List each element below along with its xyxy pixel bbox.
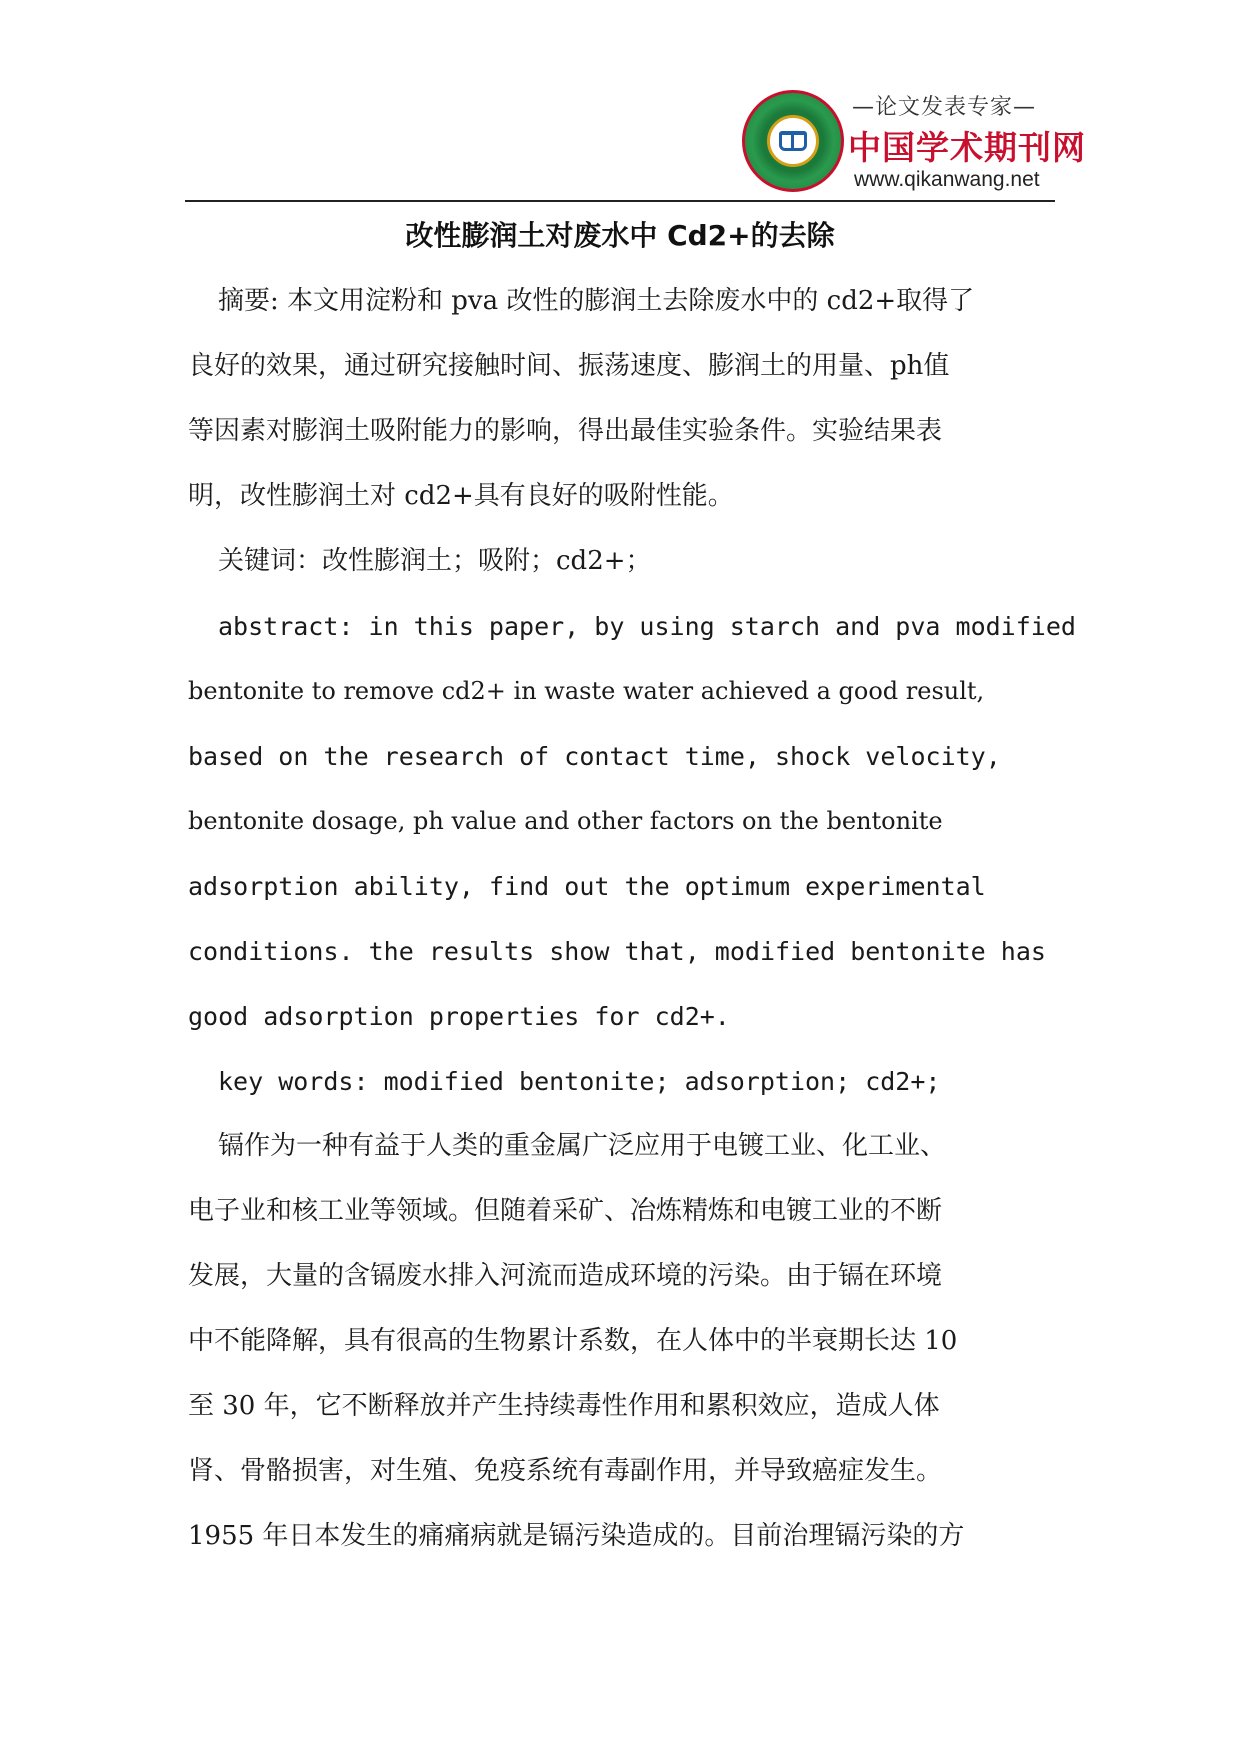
abstract-en-line: bentonite dosage, ph value and other factors on the bentonite xyxy=(188,807,943,835)
logo-seal-inner xyxy=(767,115,819,167)
document-title: 改性膨润土对废水中 Cd2+的去除 xyxy=(405,219,835,252)
logo-name: 中国学术期刊网 xyxy=(848,128,1086,167)
body-paragraph-line: 电子业和核工业等领域。但随着采矿、冶炼精炼和电镀工业的不断 xyxy=(188,1196,943,1226)
body-paragraph-line: 发展，大量的含镉废水排入河流而造成环境的污染。由于镉在环境 xyxy=(188,1261,943,1291)
logo-seal-icon xyxy=(742,90,844,192)
abstract-en-line: bentonite to remove cd2+ in waste water achieved a good result, xyxy=(188,677,985,705)
keywords-cn-line: 关键词：改性膨润土；吸附；cd2+； xyxy=(218,546,652,576)
abstract-cn-line: 摘要: 本文用淀粉和 pva 改性的膨润土去除废水中的 cd2+取得了 xyxy=(218,286,975,316)
abstract-en-line: good adsorption properties for cd2+. xyxy=(188,1002,730,1031)
header-divider xyxy=(185,200,1055,202)
logo-url: www.qikanwang.net xyxy=(854,168,1040,191)
abstract-cn-line: 明，改性膨润土对 cd2+具有良好的吸附性能。 xyxy=(188,481,734,511)
book-icon xyxy=(779,131,807,151)
body-paragraph-line: 镉作为一种有益于人类的重金属广泛应用于电镀工业、化工业、 xyxy=(218,1131,947,1161)
logo-tagline: —论文发表专家— xyxy=(852,95,1037,120)
keywords-en-line: key words: modified bentonite; adsorption; cd2+; xyxy=(218,1067,941,1096)
body-paragraph-line: 1955 年日本发生的痛痛病就是镉污染造成的。目前治理镉污染的方 xyxy=(188,1521,965,1551)
document-body xyxy=(188,269,1076,1569)
abstract-cn-line: 等因素对膨润土吸附能力的影响，得出最佳实验条件。实验结果表 xyxy=(188,416,943,446)
body-paragraph-line: 至 30 年，它不断释放并产生持续毒性作用和累积效应，造成人体 xyxy=(188,1391,940,1421)
abstract-cn-line: 良好的效果，通过研究接触时间、振荡速度、膨润土的用量、ph值 xyxy=(188,351,950,381)
body-paragraph-line: 肾、骨骼损害，对生殖、免疫系统有毒副作用，并导致癌症发生。 xyxy=(188,1456,943,1486)
body-paragraph-line: 中不能降解，具有很高的生物累计系数，在人体中的半衰期长达 10 xyxy=(188,1326,958,1356)
abstract-en-line: conditions. the results show that, modified bentonite has xyxy=(188,937,1046,966)
abstract-en-line: abstract: in this paper, by using starch and pva modified xyxy=(218,612,1076,641)
abstract-en-line: adsorption ability, find out the optimum experimental xyxy=(188,872,986,901)
site-logo xyxy=(742,88,1086,198)
abstract-en-line: based on the research of contact time, shock velocity, xyxy=(188,742,1001,771)
